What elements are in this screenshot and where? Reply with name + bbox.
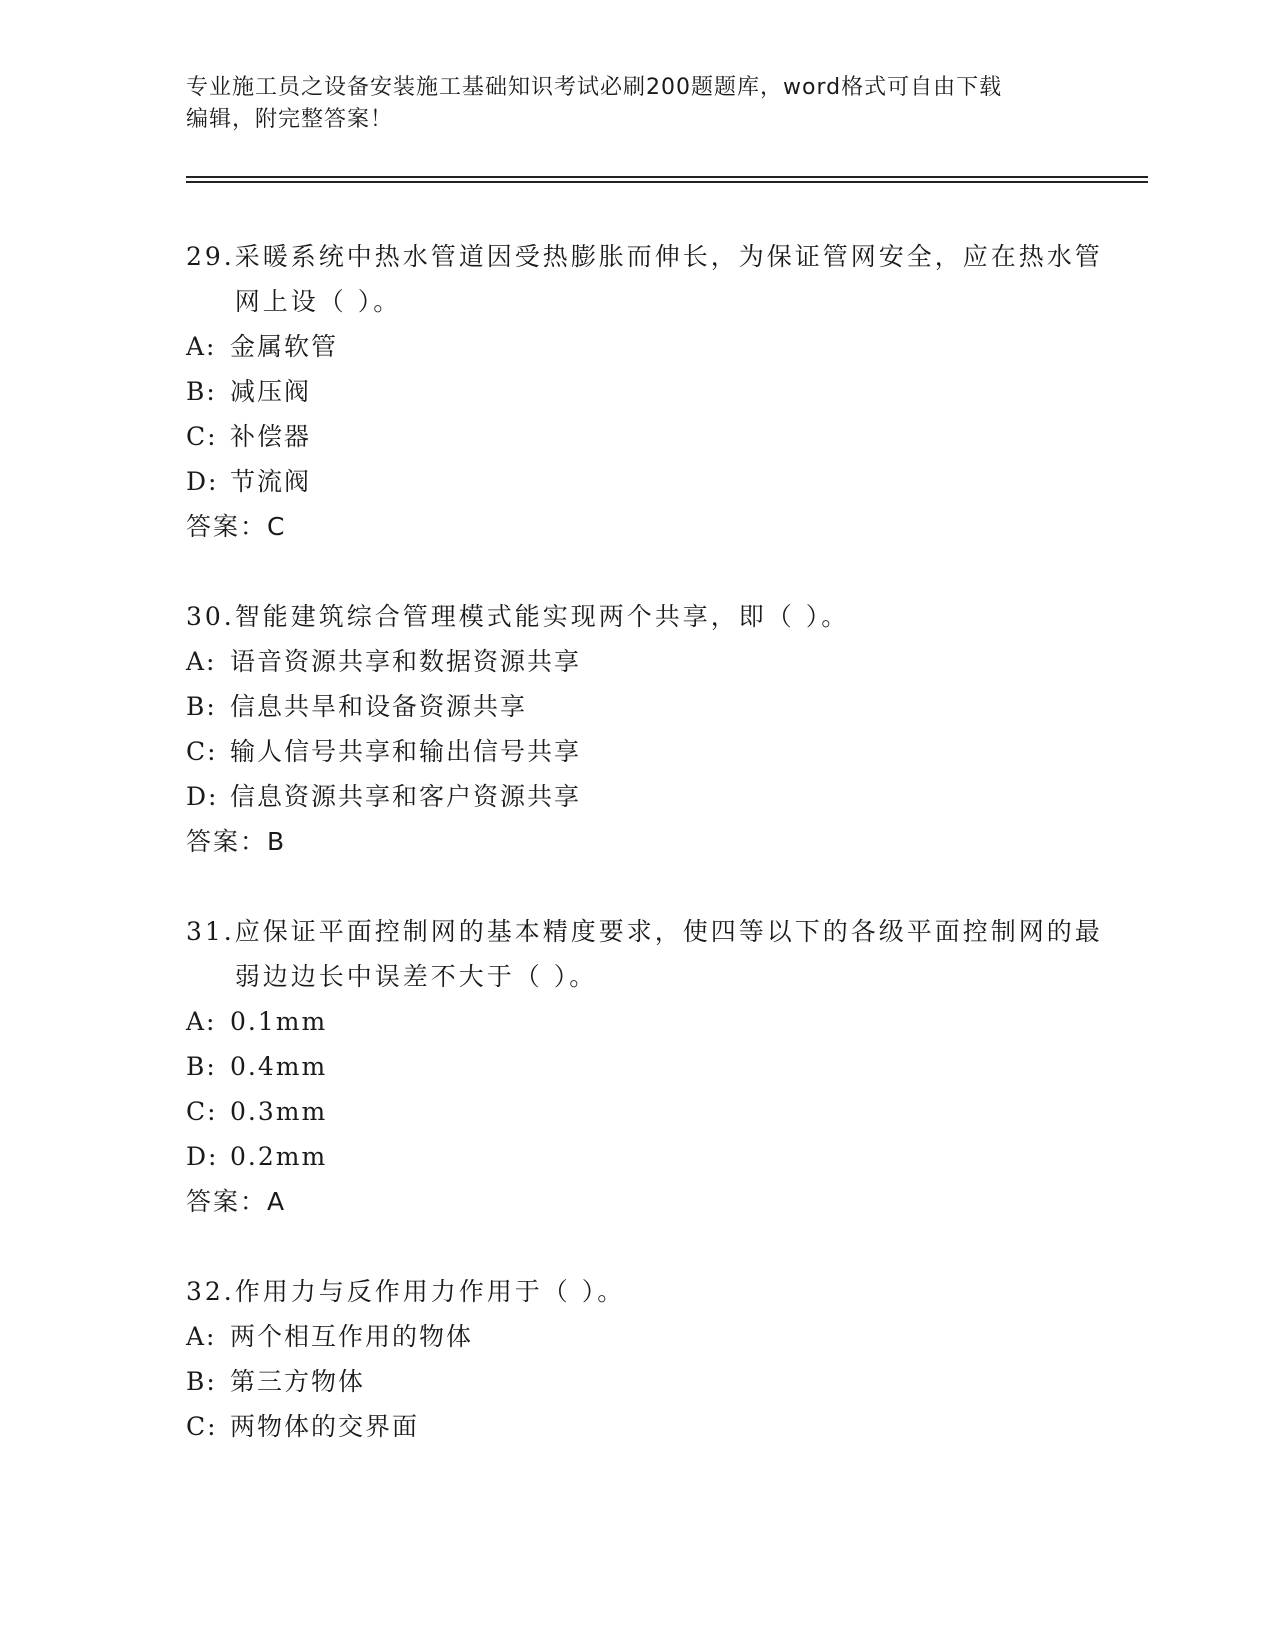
- option-c: [186, 1089, 1106, 1134]
- question-stem: [186, 594, 1106, 639]
- question-stem: [186, 909, 1106, 999]
- answer-line: [186, 819, 1106, 864]
- option-text: 补偿器: [230, 422, 312, 451]
- option-letter: A:: [186, 1322, 217, 1351]
- option-text: 两个相互作用的物体: [230, 1322, 474, 1351]
- answer-value: B: [267, 827, 287, 856]
- option-letter: B:: [186, 692, 217, 721]
- option-letter: B:: [186, 377, 217, 406]
- answer-value: C: [267, 512, 287, 541]
- document-title-line-1: 专业施工员之设备安装施工基础知识考试必刷200题题库，word格式可自由下载: [186, 75, 1003, 100]
- option-b: [186, 684, 1106, 729]
- answer-label: 答案：: [186, 512, 268, 541]
- option-letter: C:: [186, 422, 218, 451]
- option-text: 两物体的交界面: [230, 1412, 420, 1441]
- option-text: 节流阀: [230, 467, 312, 496]
- option-text: 减压阀: [230, 377, 312, 406]
- header-divider-bottom: [186, 181, 1148, 183]
- option-letter: C:: [186, 737, 218, 766]
- answer-line: [186, 504, 1106, 549]
- option-b: [186, 1359, 1106, 1404]
- question-29: [186, 234, 1106, 549]
- option-letter: B:: [186, 1052, 217, 1081]
- option-text: 金属软管: [230, 332, 339, 361]
- option-c: [186, 729, 1106, 774]
- question-number: 30.: [186, 602, 235, 631]
- option-text: 输人信号共享和输出信号共享: [230, 737, 582, 766]
- option-letter: A:: [186, 332, 217, 361]
- option-text: 0.1mm: [230, 1007, 328, 1036]
- option-text: 0.2mm: [230, 1142, 328, 1171]
- option-d: [186, 774, 1106, 819]
- option-text: 0.4mm: [230, 1052, 328, 1081]
- option-c: [186, 1404, 1106, 1449]
- question-number: 32.: [186, 1277, 235, 1306]
- document-header: [186, 72, 1066, 136]
- question-number: 31.: [186, 917, 235, 946]
- question-number: 29.: [186, 242, 235, 271]
- option-b: [186, 1044, 1106, 1089]
- question-32: [186, 1269, 1106, 1449]
- question-list: [186, 234, 1106, 1494]
- option-letter: D:: [186, 1142, 219, 1171]
- option-c: [186, 414, 1106, 459]
- option-text: 信息共旱和设备资源共享: [230, 692, 528, 721]
- answer-label: 答案：: [186, 1187, 268, 1216]
- option-letter: A:: [186, 647, 217, 676]
- question-text: 作用力与反作用力作用于（ ）。: [234, 1277, 626, 1306]
- option-letter: C:: [186, 1412, 218, 1441]
- question-31: [186, 909, 1106, 1224]
- option-a: [186, 639, 1106, 684]
- question-text: 智能建筑综合管理模式能实现两个共享，即（ ）。: [234, 602, 850, 631]
- option-letter: A:: [186, 1007, 217, 1036]
- question-30: [186, 594, 1106, 864]
- option-letter: D:: [186, 782, 219, 811]
- answer-line: [186, 1179, 1106, 1224]
- option-a: [186, 999, 1106, 1044]
- header-divider-top: [186, 176, 1148, 178]
- option-text: 信息资源共享和客户资源共享: [230, 782, 582, 811]
- option-letter: D:: [186, 467, 219, 496]
- option-a: [186, 324, 1106, 369]
- option-a: [186, 1314, 1106, 1359]
- question-stem: [186, 234, 1106, 324]
- option-d: [186, 459, 1106, 504]
- answer-value: A: [267, 1187, 287, 1216]
- option-text: 0.3mm: [230, 1097, 328, 1126]
- option-letter: B:: [186, 1367, 217, 1396]
- option-letter: C:: [186, 1097, 218, 1126]
- document-title-line-2: 编辑，附完整答案！: [186, 107, 394, 132]
- question-stem: [186, 1269, 1106, 1314]
- option-text: 第三方物体: [230, 1367, 366, 1396]
- option-text: 语音资源共享和数据资源共享: [230, 647, 582, 676]
- option-b: [186, 369, 1106, 414]
- answer-label: 答案：: [186, 827, 268, 856]
- option-d: [186, 1134, 1106, 1179]
- question-text: 采暖系统中热水管道因受热膨胀而伸长，为保证管网安全，应在热水管网上设（ ）。: [234, 242, 1103, 316]
- question-text: 应保证平面控制网的基本精度要求，使四等以下的各级平面控制网的最弱边边长中误差不大于（ ）。: [234, 917, 1103, 991]
